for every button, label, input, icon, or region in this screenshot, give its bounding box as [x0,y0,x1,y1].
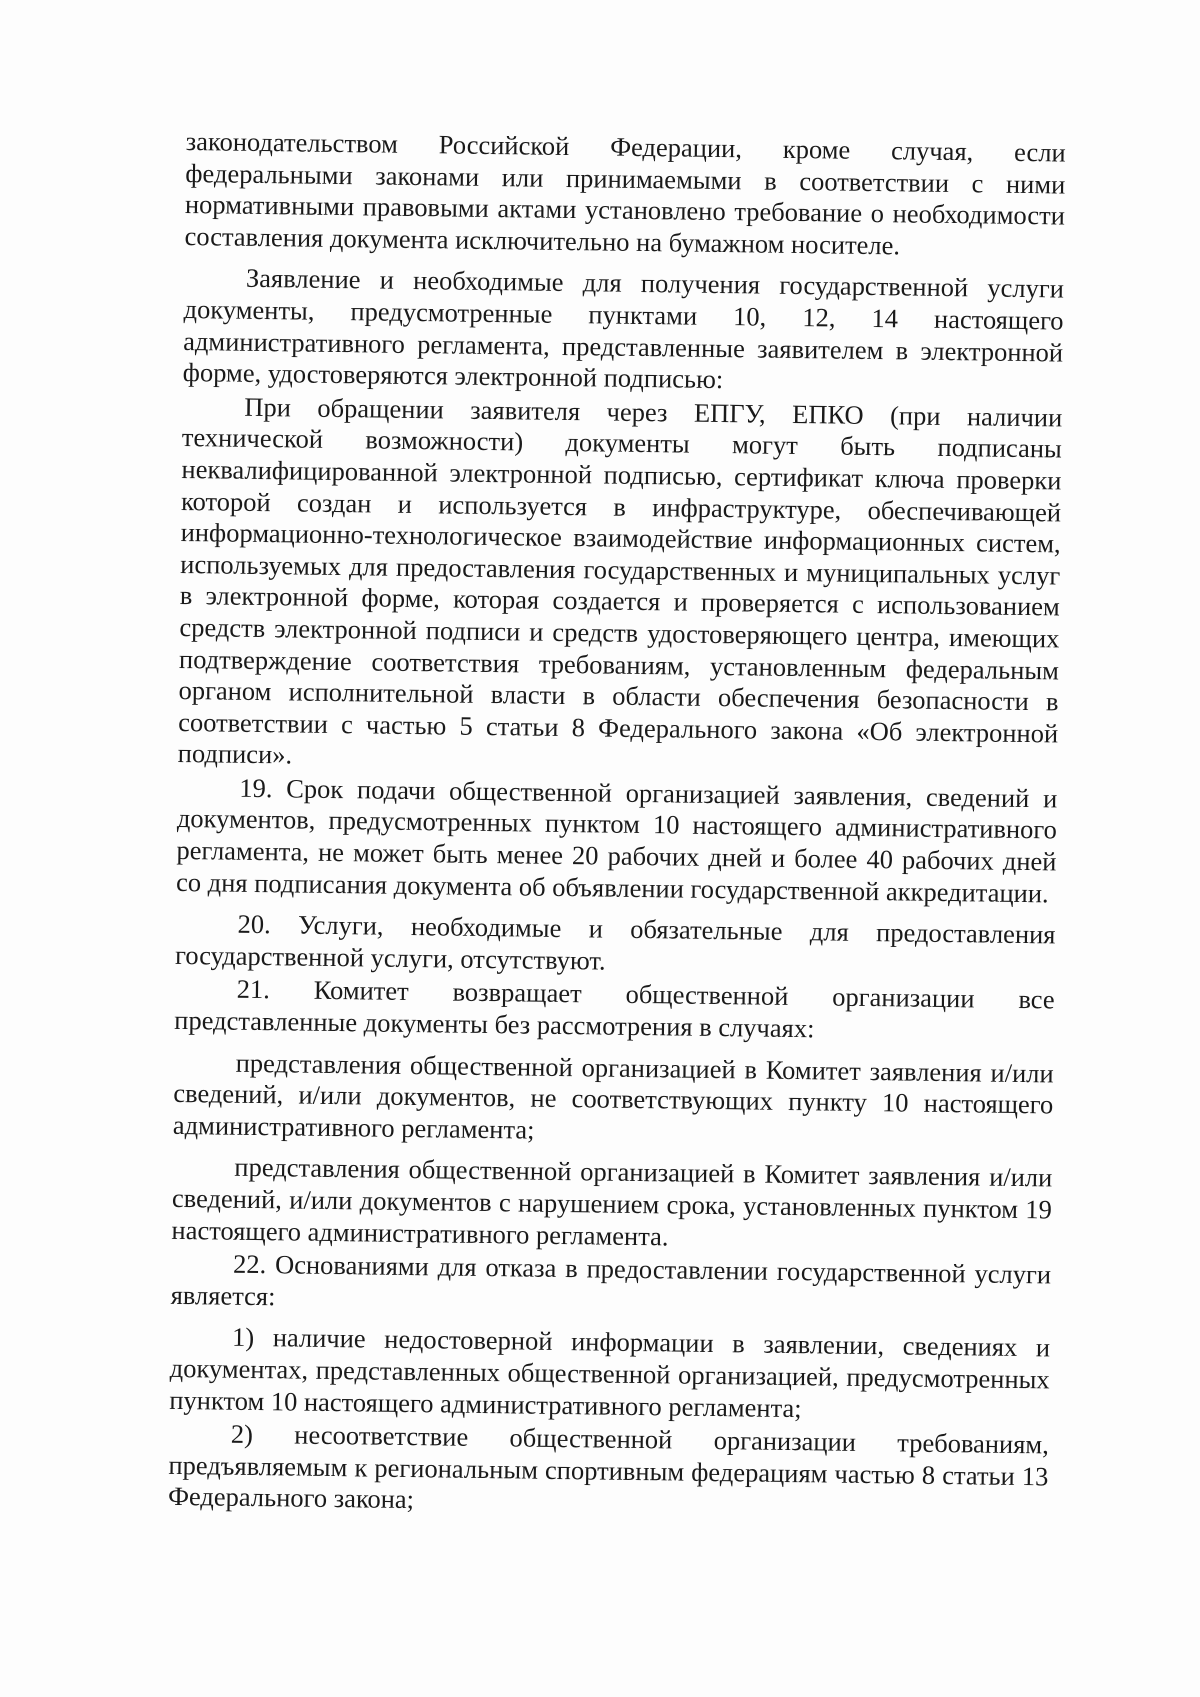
paragraph-21-case-2: представления общественной организацией в Комитет заявления и/или сведений, и/или документов с нарушением срока, установленных пунктом 19 настоящего административного регламента. [171,1152,1053,1252]
paragraph-22-grounds: 22. Основаниями для отказа в предоставлении государственной услуги является: [170,1248,1052,1312]
paragraph-22-item-2: 2) несоответствие общественной организации требованиям, предъявляемым к региональным спортивным федерациям частью 8 статьи 13 Федерального закона; [167,1418,1050,1515]
paragraph-continuation: законодательством Российской Федерации, кроме случая, если федеральными законами или принимаемыми в соответствии с ними нормативными правовыми актами установлено требование о необходимости составления документа исключительно на бумажном носителе. [184,126,1066,261]
paragraph-epgu-signature: При обращении заявителя через ЕПГУ, ЕПКО (при наличии технической возможности) документы могут быть подписаны неквалифицированной электронной подписью, сертификат ключа проверки которой создан и используется в инфраструктуре, обеспечивающей информационно-технологическое взаимодействие информационных систем, используемых для предоставления государственных и муниципальных услуг в электронной форме, которая создается и проверяется с использованием средств электронной подписи и средств удостоверяющего центра, имеющих подтверждение соответствия требованиям, установленным федеральным органом исполнительной власти в области обеспечения безопасности в соответствии с частью 5 статьи 8 Федерального закона «Об электронной подписи». [177,391,1063,770]
paragraph-21-return: 21. Комитет возвращает общественной организации все представленные документы без рассмотрения в случаях: [174,974,1055,1044]
paragraph-22-item-1: 1) наличие недостоверной информации в заявлении, сведениях и документах, представленных общественной организацией, предусмотренных пунктом 10 настоящего административного регламента; [169,1322,1051,1423]
paragraph-20-services: 20. Услуги, необходимые и обязательные для предоставления государственной услуги, отсутствуют. [174,908,1056,976]
paragraph-19-deadline: 19. Срок подачи общественной организацией заявления, сведений и документов, предусмотренных пунктом 10 настоящего административного регламента, не может быть менее 20 рабочих дней и более 40 рабочих дней со дня подписания документа об объявлении государственной аккредитации. [175,772,1058,909]
paragraph-electronic-signature: Заявление и необходимые для получения государственной услуги документы, предусмотренные пунктами 10, 12, 14 настоящего административного регламента, представленные заявителем в электронной форме, удостоверяются электронной подписью: [182,263,1065,395]
document-body [168,126,1066,1526]
paragraph-21-case-1: представления общественной организацией в Комитет заявления и/или сведений, и/или документов, не соответствующих пункту 10 настоящего административного регламента; [172,1047,1054,1145]
